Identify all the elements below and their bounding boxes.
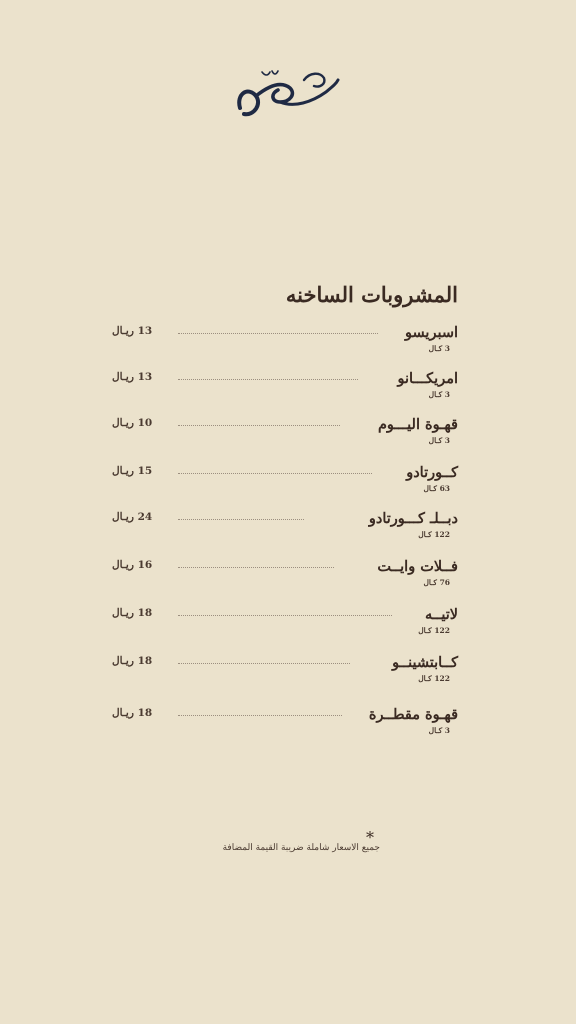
menu-item (112, 464, 458, 500)
menu-item (112, 606, 458, 642)
item-price: 18 ريـال (112, 607, 153, 619)
item-leader-dots (178, 567, 334, 568)
item-name: كــابتشينــو (392, 654, 458, 671)
item-calories: 63 كـال (423, 484, 450, 493)
item-calories: 122 كـال (418, 626, 450, 635)
item-price: 13 ريـال (112, 371, 153, 383)
item-name: اسبريسو (404, 324, 458, 341)
tax-footnote (192, 828, 384, 862)
menu-item (112, 324, 458, 360)
item-price: 10 ريـال (112, 417, 153, 429)
item-leader-dots (178, 663, 350, 664)
item-calories: 3 كـال (428, 390, 450, 399)
footnote-text: جميع الاسعار شاملة ضريبة القيمة المضافة (222, 843, 380, 853)
menu-list (112, 0, 458, 1024)
item-price: 15 ريـال (112, 465, 153, 477)
item-leader-dots (178, 333, 378, 334)
item-name: كــورتادو (406, 464, 458, 481)
item-leader-dots (178, 425, 340, 426)
item-name: لاتيــه (425, 606, 458, 623)
item-name: دبــلـ كـــورتادو (368, 510, 458, 527)
item-price: 24 ريـال (112, 511, 153, 523)
item-name: قهـوة اليـــوم (377, 416, 458, 433)
item-name: فــلات وايــت (377, 558, 458, 575)
menu-item (112, 706, 458, 742)
asterisk-mark: * (366, 828, 374, 847)
item-calories: 3 كـال (428, 436, 450, 445)
menu-item (112, 558, 458, 594)
item-price: 18 ريـال (112, 707, 153, 719)
item-price: 18 ريـال (112, 655, 153, 667)
item-price: 13 ريـال (112, 325, 153, 337)
section-title: المشروبات الساخنه (285, 282, 458, 307)
menu-item (112, 510, 458, 546)
menu-item (112, 416, 458, 452)
item-calories: 122 كـال (418, 674, 450, 683)
item-price: 16 ريـال (112, 559, 153, 571)
item-calories: 122 كـال (418, 530, 450, 539)
item-leader-dots (178, 379, 358, 380)
item-leader-dots (178, 615, 392, 616)
item-leader-dots (178, 519, 304, 520)
menu-item (112, 370, 458, 406)
item-leader-dots (178, 715, 342, 716)
item-calories: 3 كـال (428, 344, 450, 353)
item-name: امريكـــانو (397, 370, 458, 387)
item-leader-dots (178, 473, 372, 474)
menu-item (112, 654, 458, 690)
item-calories: 76 كـال (423, 578, 450, 587)
item-calories: 3 كـال (428, 726, 450, 735)
item-name: قهـوة مقطــرة (368, 706, 458, 723)
